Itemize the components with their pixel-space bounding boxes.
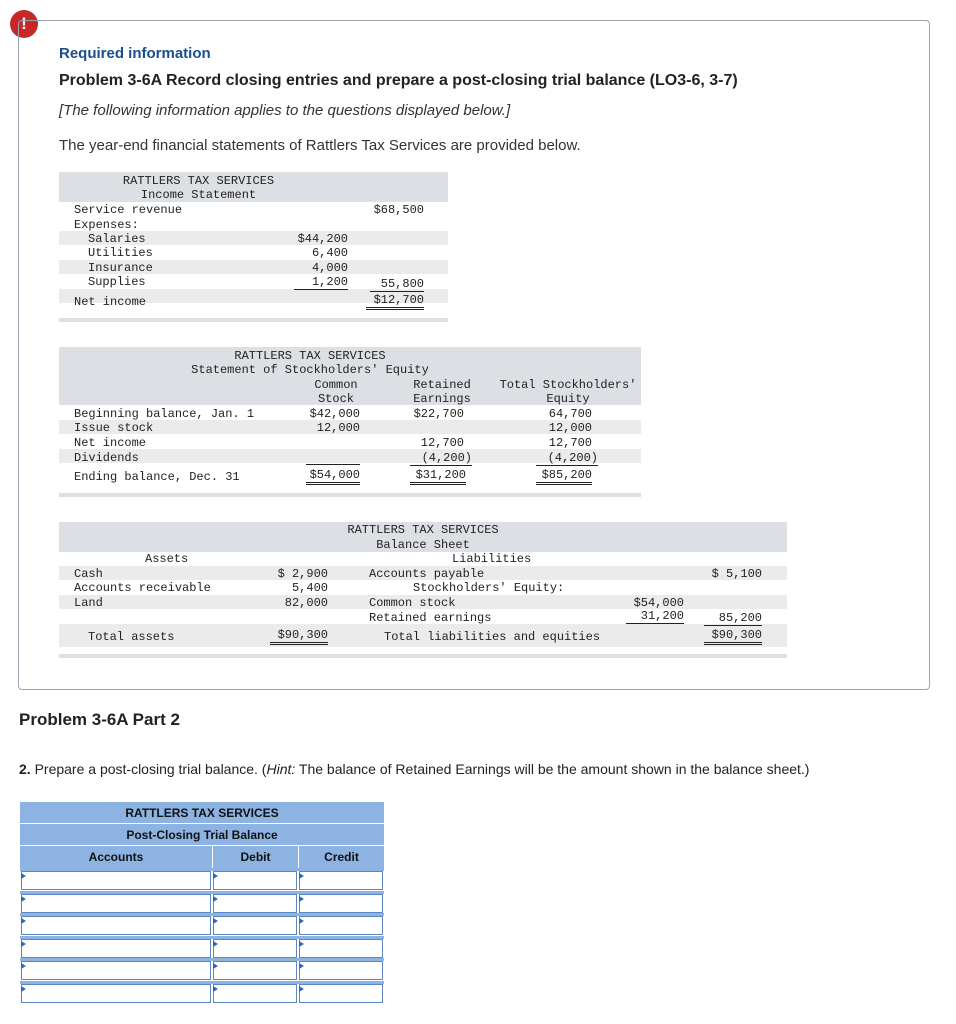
- equity-title: Statement of Stockholders' Equity: [191, 363, 429, 377]
- tb-debit-input[interactable]: [213, 939, 297, 958]
- total-equity-header: Total Stockholders': [499, 378, 637, 392]
- dropdown-marker-icon: [299, 918, 304, 924]
- tb-debit-input[interactable]: [213, 894, 297, 913]
- expense-label: Supplies: [88, 275, 146, 289]
- dropdown-marker-icon: [299, 896, 304, 902]
- expenses-label: Expenses:: [74, 218, 139, 232]
- dropdown-marker-icon: [21, 918, 26, 924]
- equity-total-value: 12,700: [548, 436, 592, 450]
- equity-row-label: Net income: [74, 436, 147, 450]
- dropdown-marker-icon: [213, 963, 218, 969]
- tb-debit-header: Debit: [212, 846, 298, 868]
- ending-balance-label: Ending balance, Dec. 31: [74, 470, 240, 484]
- tb-account-input[interactable]: [21, 961, 211, 980]
- dropdown-marker-icon: [21, 963, 26, 969]
- dropdown-marker-icon: [299, 986, 304, 992]
- liabilities-header: Liabilities: [452, 552, 532, 566]
- equity-common-value: 12,000: [316, 421, 360, 435]
- income-company: RATTLERS TAX SERVICES: [122, 174, 275, 188]
- dropdown-marker-icon: [21, 941, 26, 947]
- total-liabilities-equities-label: Total liabilities and equities: [384, 630, 601, 644]
- tb-credit-input[interactable]: [299, 871, 383, 890]
- common-stock-header: Common: [314, 378, 358, 392]
- asset-value: 5,400: [291, 581, 328, 595]
- tb-company: RATTLERS TAX SERVICES: [20, 802, 384, 824]
- tb-debit-input[interactable]: [213, 871, 297, 890]
- expense-label: Insurance: [88, 261, 153, 275]
- tb-account-input[interactable]: [21, 939, 211, 958]
- balance-title: Balance Sheet: [376, 538, 470, 552]
- required-information-title: Required information: [59, 45, 211, 62]
- assets-header: Assets: [145, 552, 189, 566]
- stockholders-equity-header: Stockholders' Equity:: [413, 581, 565, 595]
- asset-label: Accounts receivable: [74, 581, 211, 595]
- retained-earnings-header: Earnings: [413, 392, 471, 406]
- service-revenue-label: Service revenue: [74, 203, 183, 217]
- dropdown-marker-icon: [213, 986, 218, 992]
- net-income-value: $12,700: [366, 293, 424, 310]
- tb-credit-input[interactable]: [299, 961, 383, 980]
- tb-account-input[interactable]: [21, 984, 211, 1003]
- equity-total-value: 64,700: [548, 407, 592, 421]
- retained-earnings-header: Retained: [413, 378, 471, 392]
- instr-number: 2.: [19, 761, 31, 777]
- part-2-title: Problem 3-6A Part 2: [19, 710, 180, 729]
- dropdown-marker-icon: [213, 896, 218, 902]
- asset-value: 82,000: [284, 596, 328, 610]
- dropdown-marker-icon: [21, 986, 26, 992]
- ending-retained-value: $31,200: [410, 468, 466, 485]
- tb-debit-input[interactable]: [213, 916, 297, 935]
- equity-total-value: (4,200): [536, 451, 598, 466]
- ending-common-value: $54,000: [306, 468, 360, 485]
- equity-row-label: Issue stock: [74, 421, 154, 435]
- dropdown-marker-icon: [213, 941, 218, 947]
- dropdown-marker-icon: [213, 873, 218, 879]
- expense-value: 1,200: [294, 275, 348, 290]
- asset-label: Land: [74, 596, 103, 610]
- expense-value: $44,200: [297, 232, 348, 246]
- balance-company: RATTLERS TAX SERVICES: [347, 523, 499, 537]
- alert-icon: !: [10, 10, 38, 38]
- service-revenue-value: $68,500: [373, 203, 424, 217]
- income-title: Income Statement: [140, 188, 257, 202]
- retained-earnings-label: Retained earnings: [369, 611, 492, 625]
- tb-debit-input[interactable]: [213, 984, 297, 1003]
- equity-retained-value: (4,200): [410, 451, 472, 466]
- equity-row-label: Dividends: [74, 451, 139, 465]
- total-expenses-value: 55,800: [370, 277, 424, 292]
- instr-text: The balance of Retained Earnings will be the amount shown in the balance sheet.): [295, 761, 810, 777]
- common-stock-value: $54,000: [633, 596, 684, 610]
- tb-accounts-header: Accounts: [20, 846, 212, 868]
- tb-credit-input[interactable]: [299, 916, 383, 935]
- accounts-payable-label: Accounts payable: [369, 567, 485, 581]
- tb-title: Post-Closing Trial Balance: [20, 824, 384, 846]
- total-liabilities-equities-value: $90,300: [704, 628, 762, 645]
- total-assets-label: Total assets: [88, 630, 175, 644]
- equity-common-value: $42,000: [309, 407, 360, 421]
- tb-account-input[interactable]: [21, 871, 211, 890]
- instr-text: Prepare a post-closing trial balance. (: [30, 761, 267, 777]
- info-note: [The following information applies to the questions displayed below.]: [59, 102, 511, 119]
- instr-hint: Hint:: [266, 761, 296, 777]
- retained-earnings-value: 31,200: [626, 609, 684, 624]
- ending-total-value: $85,200: [536, 468, 592, 485]
- expense-value: 4,000: [311, 261, 348, 275]
- dropdown-marker-icon: [21, 896, 26, 902]
- accounts-payable-value: $ 5,100: [711, 567, 762, 581]
- tb-debit-input[interactable]: [213, 961, 297, 980]
- tb-credit-header: Credit: [298, 846, 384, 868]
- dropdown-marker-icon: [213, 918, 218, 924]
- asset-label: Cash: [74, 567, 103, 581]
- net-income-label: Net income: [74, 295, 147, 309]
- part-2-instructions: [19, 761, 809, 777]
- equity-company: RATTLERS TAX SERVICES: [234, 349, 386, 363]
- total-equity-header: Equity: [546, 392, 590, 406]
- equity-row-label: Beginning balance, Jan. 1: [74, 407, 255, 421]
- expense-label: Utilities: [88, 246, 153, 260]
- equity-retained-value: $22,700: [413, 407, 464, 421]
- asset-value: $ 2,900: [277, 567, 328, 581]
- intro-text: The year-end financial statements of Rattlers Tax Services are provided below.: [59, 137, 581, 154]
- tb-account-input[interactable]: [21, 916, 211, 935]
- dropdown-marker-icon: [299, 873, 304, 879]
- total-assets-value: $90,300: [270, 628, 328, 645]
- equity-total-value: 85,200: [704, 611, 762, 626]
- tb-credit-input[interactable]: [299, 939, 383, 958]
- expense-label: Salaries: [88, 232, 146, 246]
- tb-credit-input[interactable]: [299, 984, 383, 1003]
- dropdown-marker-icon: [299, 963, 304, 969]
- dropdown-marker-icon: [21, 873, 26, 879]
- tb-account-input[interactable]: [21, 894, 211, 913]
- common-stock-header: Stock: [317, 392, 354, 406]
- tb-credit-input[interactable]: [299, 894, 383, 913]
- common-stock-label: Common stock: [369, 596, 456, 610]
- equity-total-value: 12,000: [548, 421, 592, 435]
- problem-title: Problem 3-6A Record closing entries and prepare a post-closing trial balance (LO3-6, 3-7): [59, 72, 738, 89]
- expense-value: 6,400: [311, 246, 348, 260]
- equity-retained-value: 12,700: [420, 436, 464, 450]
- dropdown-marker-icon: [299, 941, 304, 947]
